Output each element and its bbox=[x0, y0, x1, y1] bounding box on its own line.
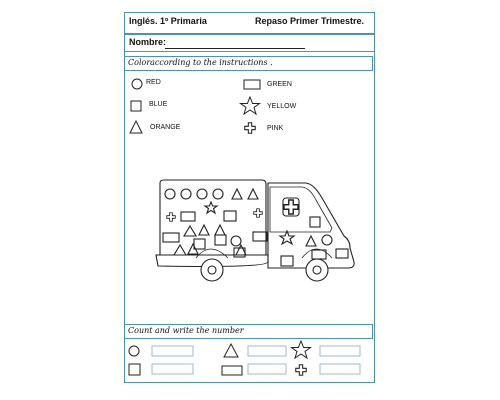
legend-label-orange: ORANGE bbox=[150, 124, 181, 131]
count-triangle-icon bbox=[224, 344, 238, 357]
count-circle-icon bbox=[129, 346, 139, 356]
legend-label-blue: BLUE bbox=[149, 101, 168, 108]
cross-icon bbox=[245, 123, 256, 134]
count-cross-icon bbox=[296, 365, 307, 376]
header-left-title: Inglés. 1º Primaria bbox=[129, 16, 207, 26]
triangle-icon bbox=[130, 121, 142, 133]
count-answer-box-star[interactable] bbox=[320, 346, 360, 356]
count-star-icon bbox=[292, 341, 311, 358]
count-square-icon bbox=[129, 364, 140, 375]
legend-label-pink: PINK bbox=[267, 125, 284, 132]
rectangle-icon bbox=[244, 80, 260, 89]
count-section-text: Count and write the number bbox=[128, 326, 244, 335]
square-icon bbox=[131, 101, 141, 111]
count-answer-box-circle[interactable] bbox=[152, 346, 193, 356]
header-right-title: Repaso Primer Trimestre. bbox=[255, 16, 365, 26]
name-label: Nombre: bbox=[129, 37, 167, 47]
legend-label-yellow: YELLOW bbox=[267, 103, 297, 110]
truck-drawing bbox=[156, 180, 354, 281]
instructions-text: Coloraccording to the instructions . bbox=[128, 58, 273, 67]
star-icon bbox=[241, 97, 260, 114]
count-rectangle-icon bbox=[222, 366, 242, 375]
count-answer-box-triangle[interactable] bbox=[248, 346, 286, 356]
legend-label-green: GREEN bbox=[267, 81, 292, 88]
count-answer-box-cross[interactable] bbox=[320, 364, 360, 374]
count-answer-box-square[interactable] bbox=[152, 364, 193, 374]
circle-icon bbox=[132, 79, 142, 89]
count-answer-box-rectangle[interactable] bbox=[248, 364, 286, 374]
legend-label-red: RED bbox=[146, 79, 161, 86]
